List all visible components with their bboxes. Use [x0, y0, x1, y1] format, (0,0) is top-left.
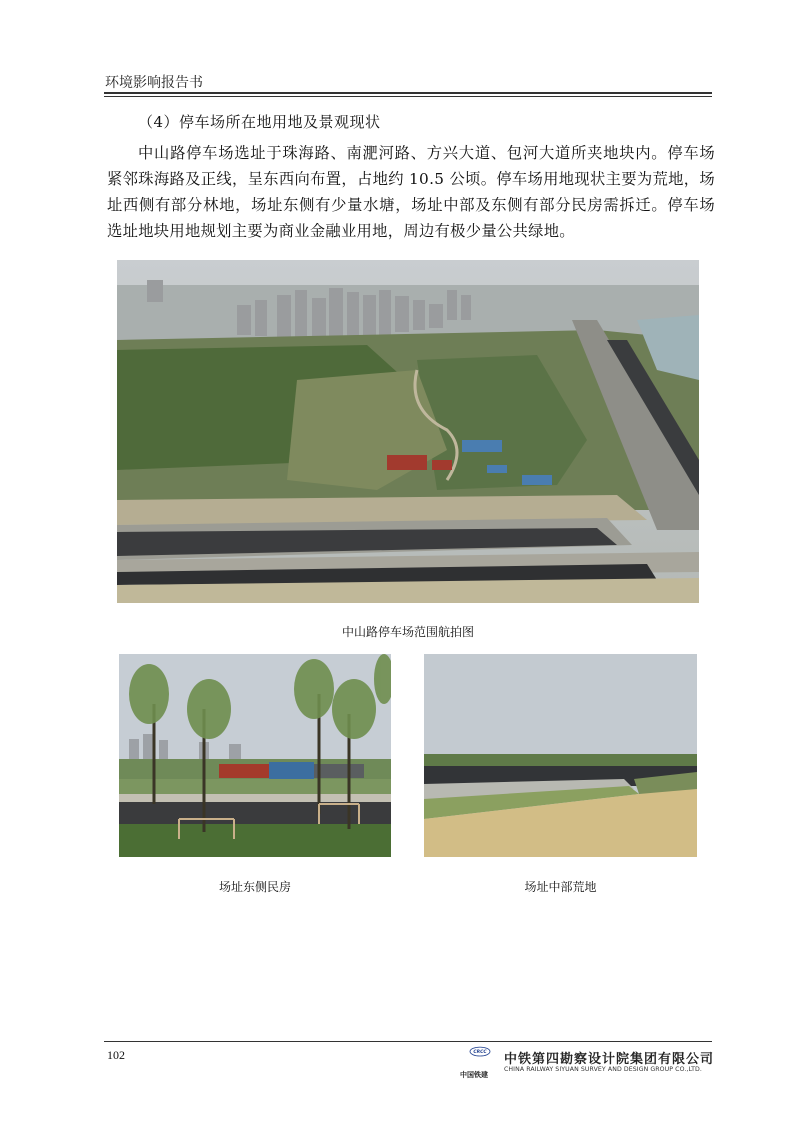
- east-caption: 场址东侧民房: [218, 880, 291, 894]
- footer-rule: [104, 1041, 712, 1042]
- page-number: 102: [107, 1048, 125, 1062]
- page-header-title: 环境影响报告书: [105, 75, 203, 91]
- header-rule-thin: [104, 96, 712, 97]
- company-logo: [460, 1046, 715, 1082]
- aerial-photo: [117, 260, 699, 603]
- body-paragraph: 中山路停车场选址于珠海路、南淝河路、方兴大道、包河大道所夹地块内。停车场紧邻珠海路及正线，呈东西向布置，占地约 10.5 公顷。停车场用地现状主要为荒地，场址西侧有部分林地，场址东侧有少量水塘，场址中部及东侧有部分民房需拆迁。停车场选址地块用地规划主要为商业金融业用地，周边有极少量公共绿地。: [107, 144, 715, 240]
- aerial-caption: 中山路停车场范围航拍图: [341, 625, 474, 639]
- middle-caption: 场址中部荒地: [524, 880, 597, 894]
- company-name-en: CHINA RAILWAY SIYUAN SURVEY AND DESIGN GROUP CO.,LTD.: [504, 1066, 702, 1073]
- middle-wasteland-photo: [424, 654, 697, 857]
- east-houses-photo: [119, 654, 391, 857]
- logo-mark-text: CRCC: [473, 1050, 487, 1056]
- header-rule: [104, 92, 712, 94]
- company-name-cn: 中铁第四勘察设计院集团有限公司: [504, 1052, 715, 1067]
- group-name: 中国铁建: [460, 1071, 488, 1079]
- section-heading: （4）停车场所在地用地及景观现状: [138, 113, 381, 131]
